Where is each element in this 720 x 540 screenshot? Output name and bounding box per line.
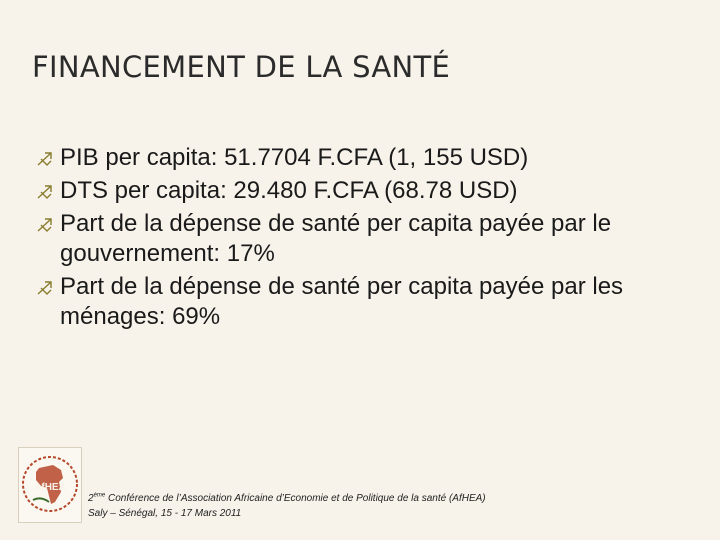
footer-caption — [88, 491, 486, 521]
slide-title: FINANCEMENT DE LA SANTÉ — [32, 50, 451, 84]
bullet-text: Part de la dépense de santé per capita payée par le gouvernement: 17% — [60, 210, 612, 267]
bullet-item — [36, 209, 696, 269]
conference-name: 2ème Conférence de l’Association Africaine d’Economie et de Politique de la santé (AfHEA) — [88, 492, 486, 504]
hollow-arrow-bullet-icon — [36, 182, 56, 202]
bullet-list — [36, 143, 696, 335]
afhea-logo — [18, 447, 82, 523]
bullet-item — [36, 176, 696, 206]
bullet-item — [36, 272, 696, 332]
hollow-arrow-bullet-icon — [36, 149, 56, 169]
location-date: Saly – Sénégal, 15 - 17 Mars 2011 — [88, 508, 242, 519]
bullet-item — [36, 143, 696, 173]
hollow-arrow-bullet-icon — [36, 278, 56, 298]
bullet-text: Part de la dépense de santé per capita payée par les ménages: 69% — [60, 273, 624, 330]
hollow-arrow-bullet-icon — [36, 215, 56, 235]
africa-map-icon — [19, 448, 81, 522]
bullet-text: DTS per capita: 29.480 F.CFA (68.78 USD) — [60, 177, 518, 204]
footer — [18, 447, 578, 527]
svg-text:AfHEA: AfHEA — [34, 482, 66, 493]
bullet-text: PIB per capita: 51.7704 F.CFA (1, 155 USD) — [60, 144, 529, 171]
